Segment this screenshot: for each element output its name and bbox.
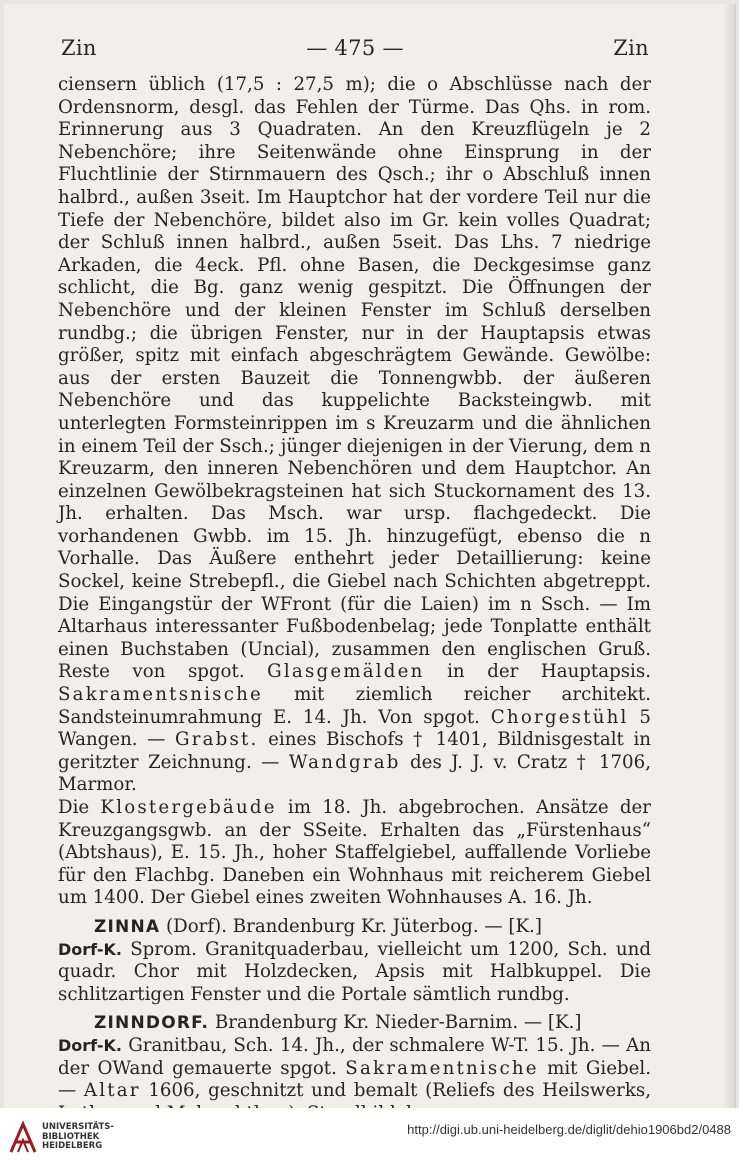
text-run: in der Hauptapsis.	[424, 661, 651, 683]
text-run: 1606, geschnitzt und bemalt (Reliefs des Heilswerks,	[148, 1080, 651, 1102]
text-run: Die	[58, 797, 101, 818]
header-right: Zin	[613, 36, 649, 60]
library-line: HEIDELBERG	[42, 1141, 103, 1151]
page-number: — 475 —	[306, 36, 404, 60]
text-run: 5 Wangen. —	[58, 706, 651, 751]
running-header	[61, 36, 649, 62]
spaced-term: Sakramentsnische	[58, 684, 263, 706]
body-paragraph	[58, 939, 651, 1007]
text-run: ciensern üblich (17,5 : 27,5 m); die o Abschlüsse nach der Ordensnorm, desgl. das Fehlen der Türme. Das Qhs. in rom. Erinnerung aus 3 Quadraten. An den Kreuzflügeln je 2 Nebenchöre; ihre Seitenwände ohne Einsprung in der Fluchtlinie der Stirnmauern des Qsch.; ihr o Abschluß innen halbrd., außen 3seit. Im Hauptchor hat der vordere Teil nur die Tiefe der Nebenchöre, bildet also im Gr. kein volles Quadrat; der Schluß innen halbrd., außen 5seit. Das Lhs. 7 niedrige Arkaden, die 4eck. Pfl. ohne Basen, die Deckgesimse ganz schlicht, die Bg. ganz wenig gespitzt. Die Öffnungen der Nebenchöre und der kleinen Fenster im Schluß derselben rundbg.; die übrigen Fenster, nur in der Hauptapsis etwas größer, spitz mit einfach abgeschrägtem Gewände. Gewölbe: aus der ersten Bauzeit die Tonnengwbb. der äußeren Nebenchöre und das kuppelichte Backsteingwb. mit unterlegten Formsteinrippen im s Kreuzarm und die ähnlichen in einem Teil der Ssch.; jünger diejenigen in der Vierung, dem n Kreuzarm, den inneren Nebenchören und dem Hauptchor. An einzelnen Gewölbekragsteinen hat sich Stuckornament des 13. Jh. erhalten. Das Msch. war ursp. flachgedeckt. Die vorhandenen Gwbb. im 15. Jh. hinzugefügt, ebenso die n Vorhalle. Das Äußere enthehrt jeder Detaillierung: keine Sockel, keine Strebepfl., die Giebel nach Schichten abgetreppt. Die Eingangstür der WFront (für die Laien) im n Ssch. — Im Altarhaus interessanter Fußbodenbelag; jede Tonplatte enthält einen Buchstaben (Uncial), zusammen den englischen Gruß. Reste von spgot.	[58, 74, 651, 683]
entry-subheading: Dorf-K.	[58, 939, 122, 959]
body-paragraph	[58, 74, 651, 797]
entry-heading: ZINNDORF.	[94, 1013, 210, 1034]
spaced-term: Wandgrab	[288, 751, 401, 773]
page-edge-shadow	[723, 4, 735, 1108]
text-run: eines Bischofs † 1401, Bildnisgestalt in geritzter Zeichnung. —	[58, 729, 651, 773]
body-paragraph	[58, 916, 651, 939]
header-left: Zin	[61, 36, 97, 60]
entry-subheading: Dorf-K.	[58, 1035, 122, 1055]
library-name[interactable]	[42, 1123, 114, 1152]
text-run: (Dorf). Brandenburg Kr. Jüterbog. — [K.]	[160, 915, 542, 937]
text-run: des J. J. v. Cratz † 1706, Marmor.	[58, 751, 651, 796]
text-run: mit ziemlich reicher architekt. Sandsteinumrahmung E. 14. Jh. Von spgot.	[58, 684, 651, 728]
spaced-term: Altar	[83, 1080, 141, 1102]
text-run: Brandenburg Kr. Nieder-Barnim. — [K.]	[209, 1012, 582, 1034]
spaced-term: Sakramentnische	[345, 1057, 539, 1079]
spaced-term: Grabst.	[174, 729, 259, 751]
page-url-link[interactable]: http://digi.ub.uni-heidelberg.de/diglit/dehio1906bd2/0488	[407, 1122, 731, 1137]
body-paragraph	[58, 797, 651, 910]
library-line: BIBLIOTHEK	[42, 1131, 100, 1142]
entry-heading: ZINNA	[94, 916, 161, 937]
text-run: mit Giebel. —	[58, 1057, 651, 1102]
body-paragraph	[58, 1012, 651, 1035]
text-run: im 18. Jh. abgebrochen. Ansätze der Kreuzgangsgwb. an der SSeite. Erhalten das „Fürstenhaus“ (Abtshaus), E. 15. Jh., hoher Staffelgiebel, auffallende Vorliebe für den Flachbg. Daneben ein Wohnhaus mit reicherem Giebel um 1400. Der Giebel eines zweiten Wohnhauses A. 16. Jh.	[58, 797, 651, 909]
spaced-term: Glasgemälden	[267, 661, 425, 683]
university-seal-icon[interactable]	[8, 1120, 38, 1156]
library-line: UNIVERSITÄTS-	[42, 1122, 114, 1132]
spaced-term: Klostergebäude	[100, 797, 277, 818]
text-run: Granitbau, Sch. 14. Jh., der schmalere W-T. 15. Jh. — An der OWand gemauerte spgot.	[58, 1034, 651, 1079]
scanned-page	[4, 4, 736, 1108]
viewer-footer	[0, 1108, 739, 1166]
body-text	[58, 74, 651, 1125]
text-run: Sprom. Granitquaderbau, vielleicht um 1200, Sch. und quadr. Chor mit Holzdecken, Apsis mit Halbkuppel. Die schlitzartigen Fenster und die Portale sämtlich rundbg.	[58, 938, 651, 1005]
spaced-term: Chorgestühl	[490, 706, 629, 728]
